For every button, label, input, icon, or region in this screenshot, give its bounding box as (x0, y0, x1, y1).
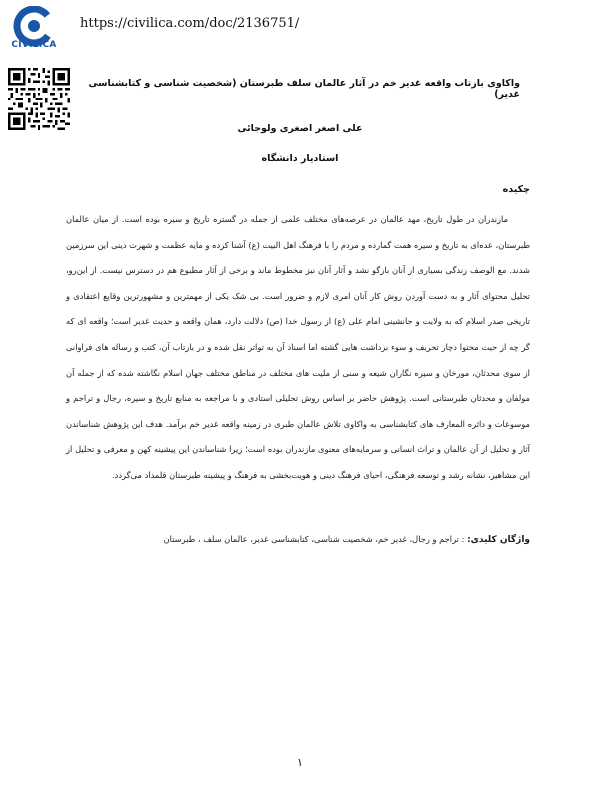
abstract-body: مازندران در طول تاریخ، مهد عالمان در عرصه‌های مختلف علمی از جمله در گستره تاریخ و سیره بوده است. از میان عالمان طبرستان، عده‌ای به تاریخ و سیره همت گمارده و مردم را با فرهنگ اهل البیت (ع) آشنا کرده و مایه عظمت و شهرت دینی این سرزمین شدند. مع الوصف زندگی بسیاری از آنان بازگو نشد و آثار آنان نیز مخطوط ماند و برخی از آثار مطبوع هم در دسترس نیست. از این‌رو، تحلیل محتوای آثار و به دست آوردن روش کار آنان امری لازم و ضرور است. بی شک یکی از مهمترین و مشهورترین وقایع اعتقادی و تاریخی صدر اسلام که به ولایت و جانشینی امام علی (ع) از رسول خدا (ص) دلالت دارد، همان واقعه و حدیث غدیر است؛ واقعه ای که گر چه از حیث محتوا دچار تحریف و سوء برداشت هایی گشته اما اسناد آن به تواتر نقل شده و در بازتاب آن، کتب و رساله های فراوانی از سوی محدثان، مورخان و سیره نگاران شیعه و سنی از ملیت های مختلف در مناطق مختلف جهان اسلام نگاشته شده که از جمله آن مولفان و محدثان طبرستانی است. پژوهش حاضر بر اساس روش تحلیلی استادی و با مراجعه به منابع تاریخ و سیره، رجال و تراجم و موسوعات و دائره المعارف های کتابشناسی به واکاوی تلاش عالمان طبری در زمینه واقعه غدیر خم برآمد. هدف این پژوهش شناساندن آثار و تحلیل از آن عالمان و تراث انسانی و سرمایه‌های معنوی مازندران بوده است؛ زیرا شناساندن این پیشینه کهن و معرفی و تحلیل از این مشاهیر، نشانه رشد و توسعه فرهنگی، احیای فرهنگ دینی و هویت‌بخشی به فرهنگ و پیشینه طبرستان قلمداد می‌گردد. (66, 214, 530, 480)
page-number: ۱ (297, 756, 303, 769)
author-affiliation: استادیار دانشگاه (261, 153, 339, 164)
author-name: علی اصغر اصغری ولوجائی (237, 123, 363, 134)
document-url[interactable]: https://civilica.com/doc/2136751/ (80, 16, 300, 31)
keywords-label: واژگان کلیدی: (467, 535, 530, 545)
keywords-list: : تراجم و رجال، غدیر خم، شخصیت شناسی، کتابشناسی غدیر، عالمان سلف ، طبرستان (163, 534, 465, 544)
document-title: واکاوی بازتاب واقعه غدیر خم در آثار عالمان سلف طبرستان (شخصیت شناسی و کتابشناسی غدیر) (88, 78, 520, 100)
keywords-line (70, 534, 530, 545)
logo-text: CIVILICA (11, 40, 57, 50)
qr-code-icon (8, 68, 70, 130)
abstract-heading: چکیده (502, 184, 530, 195)
